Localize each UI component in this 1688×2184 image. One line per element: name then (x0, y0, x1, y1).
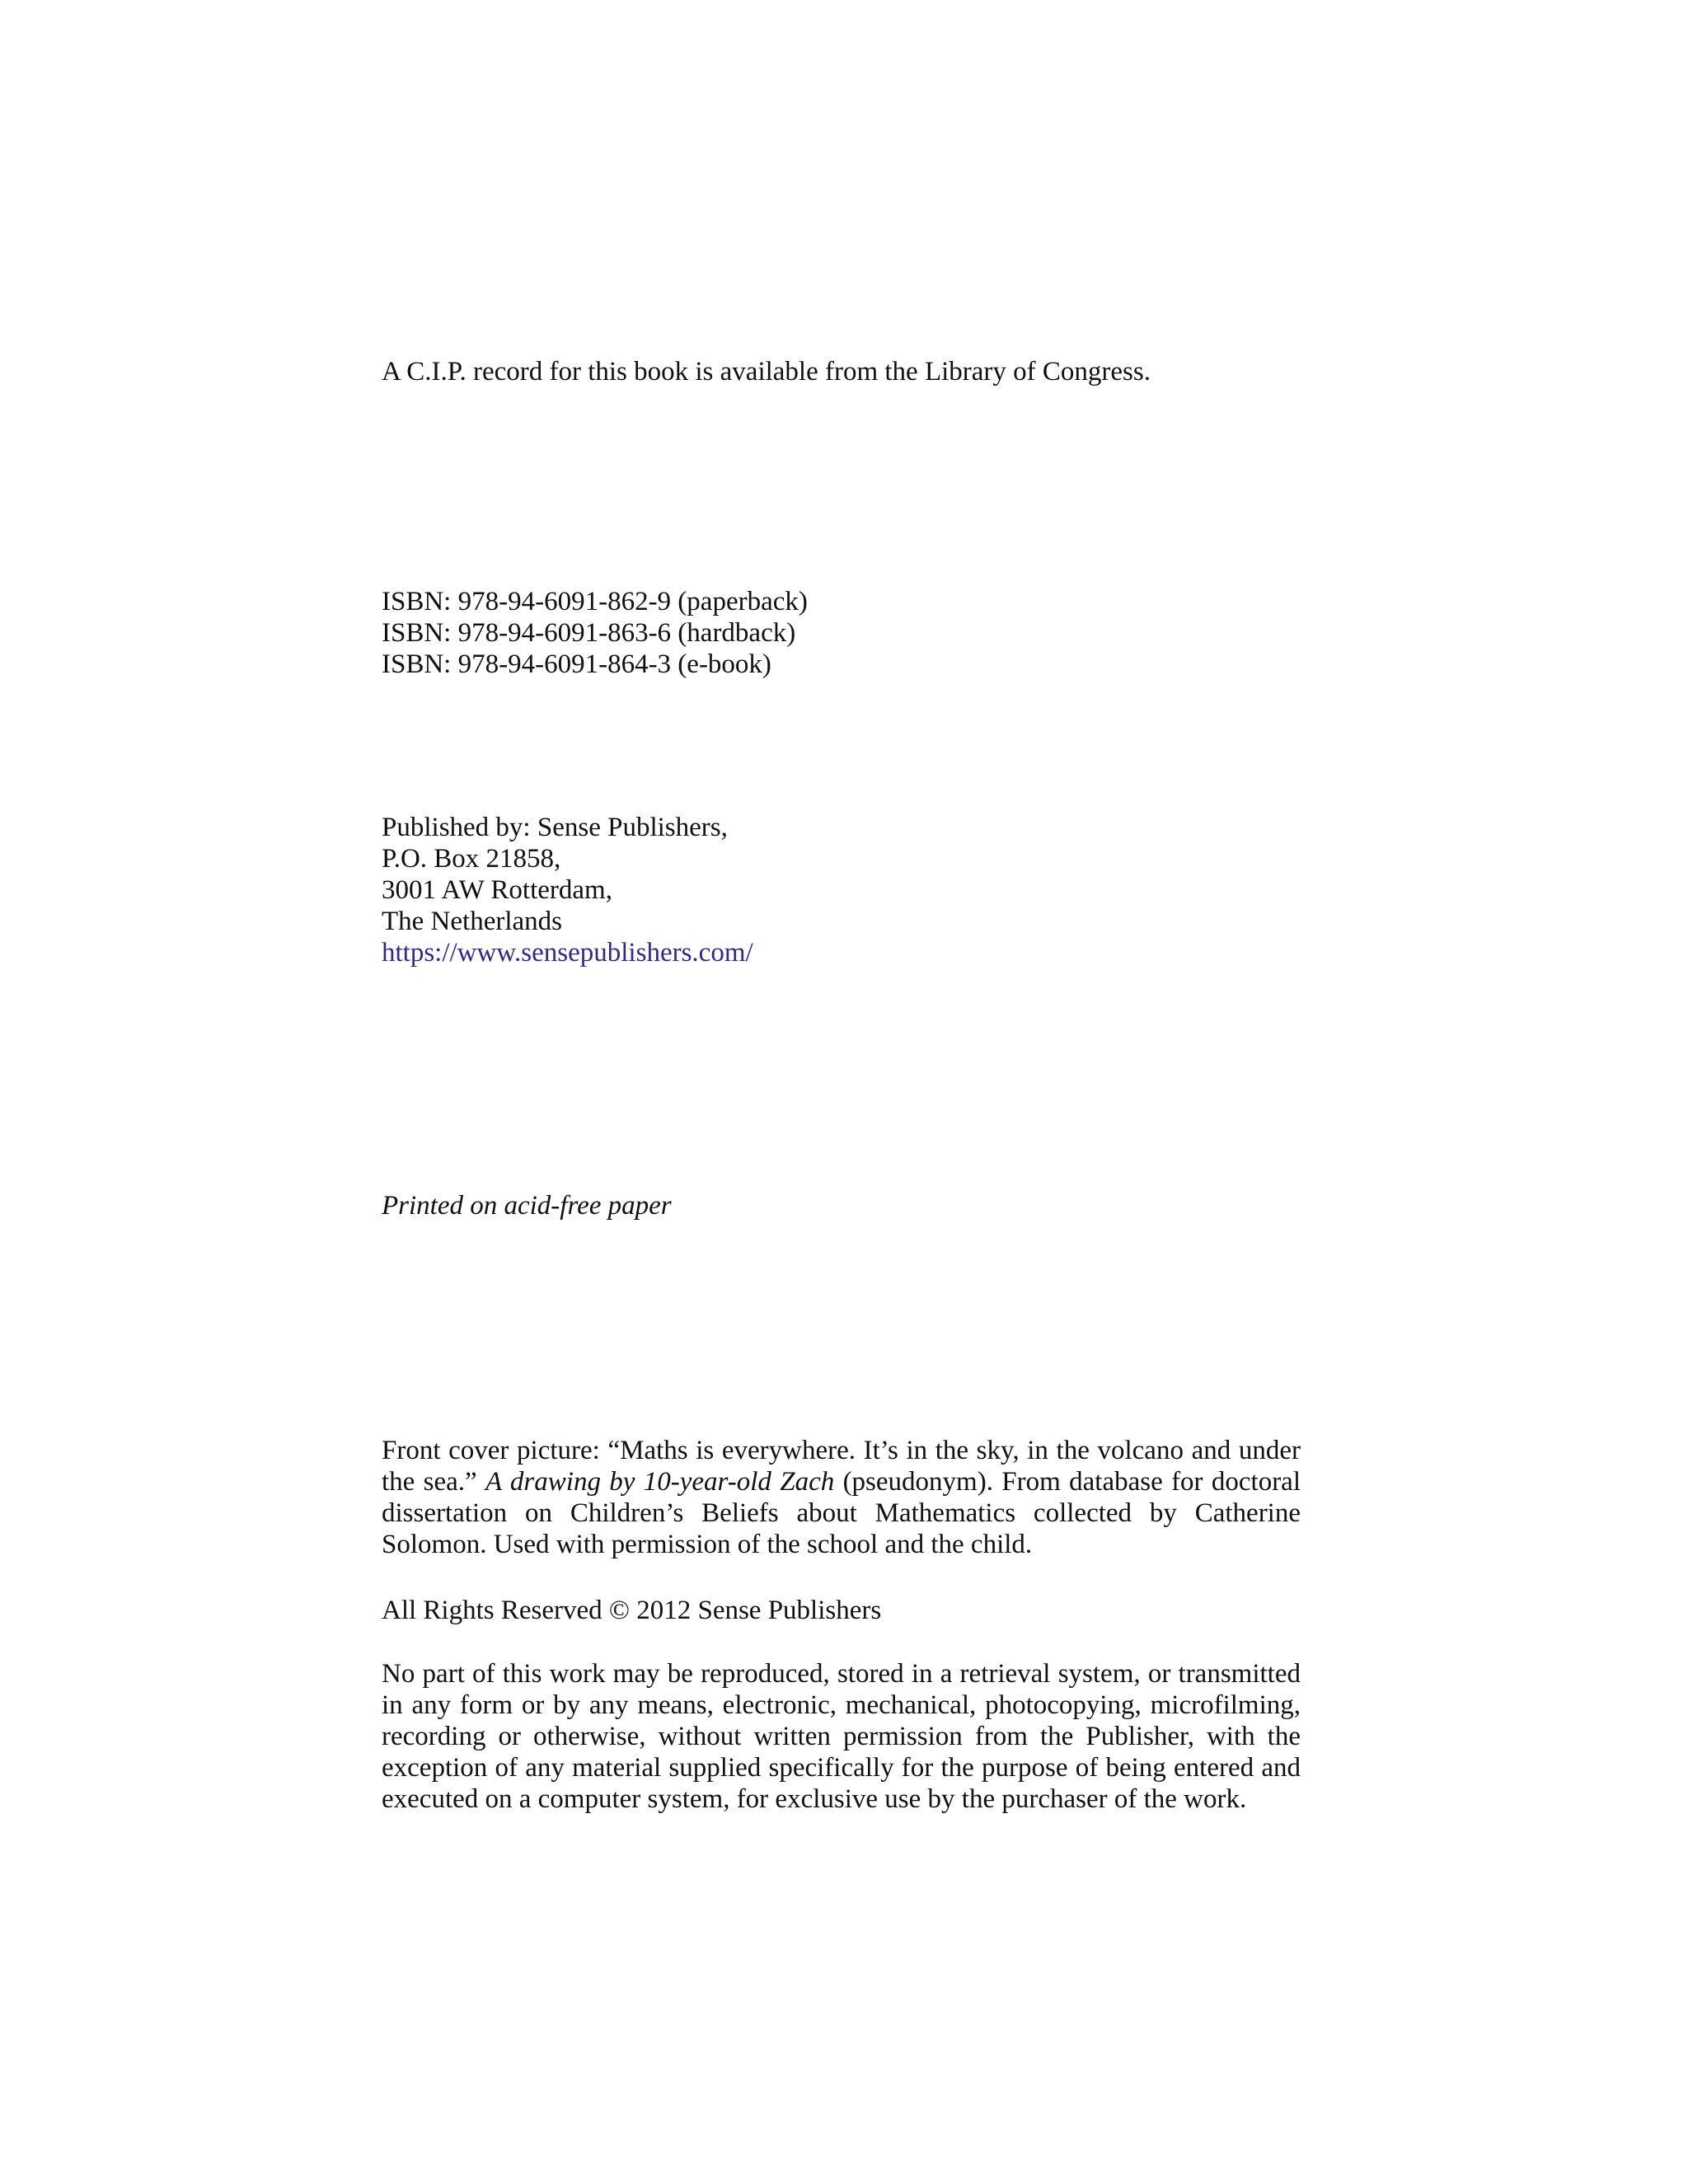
publisher-city: 3001 AW Rotterdam, (382, 875, 612, 905)
legal-notice-paragraph: No part of this work may be reproduced, stored in a retrieval system, or transmitted in any form or by any means, electronic, mechanical, photocopying, microfilming, recording or otherwise, without written permission from the Publisher, with the exception of any material supplied specifically for the purpose of being entered and executed on a computer system, for exclusive use by the purchaser of the work. (382, 1659, 1301, 1814)
cover-credit-paragraph (382, 1435, 1301, 1560)
isbn-ebook: ISBN: 978-94-6091-864-3 (e-book) (382, 649, 771, 679)
publisher-po-box: P.O. Box 21858, (382, 844, 561, 874)
publisher-country: The Netherlands (382, 907, 562, 936)
legal-notice-section (382, 1658, 1301, 1815)
publisher-name: Published by: Sense Publishers, (382, 813, 728, 842)
cover-credit-text-end: (pseudonym). From database for doctoral dissertation on Children’s Beliefs about Mathematics collected by Catherine Solomon. Used with permission of the school and the child. (382, 1467, 1301, 1559)
copyright-line: All Rights Reserved © 2012 Sense Publishers (382, 1596, 882, 1625)
cover-credit-text-start: Front cover picture: “Maths is everywhere. It’s in the sky, in the volcano and under the sea.” (382, 1436, 1301, 1497)
isbn-section (382, 586, 1301, 680)
publisher-website-link[interactable]: https://www.sensepublishers.com/ (382, 938, 753, 968)
rights-section (382, 1595, 1301, 1626)
printed-note-section (382, 1190, 1301, 1221)
isbn-hardback: ISBN: 978-94-6091-863-6 (hardback) (382, 618, 796, 648)
cover-credit-section (382, 1435, 1301, 1560)
publisher-section (382, 812, 1301, 968)
cover-credit-italic: A drawing by 10-year-old Zach (485, 1467, 835, 1497)
cip-record-section (382, 356, 1301, 387)
cip-record-text: A C.I.P. record for this book is available from the Library of Congress. (382, 357, 1151, 387)
isbn-paperback: ISBN: 978-94-6091-862-9 (paperback) (382, 587, 808, 616)
printed-on-acid-free-paper: Printed on acid-free paper (382, 1191, 672, 1221)
